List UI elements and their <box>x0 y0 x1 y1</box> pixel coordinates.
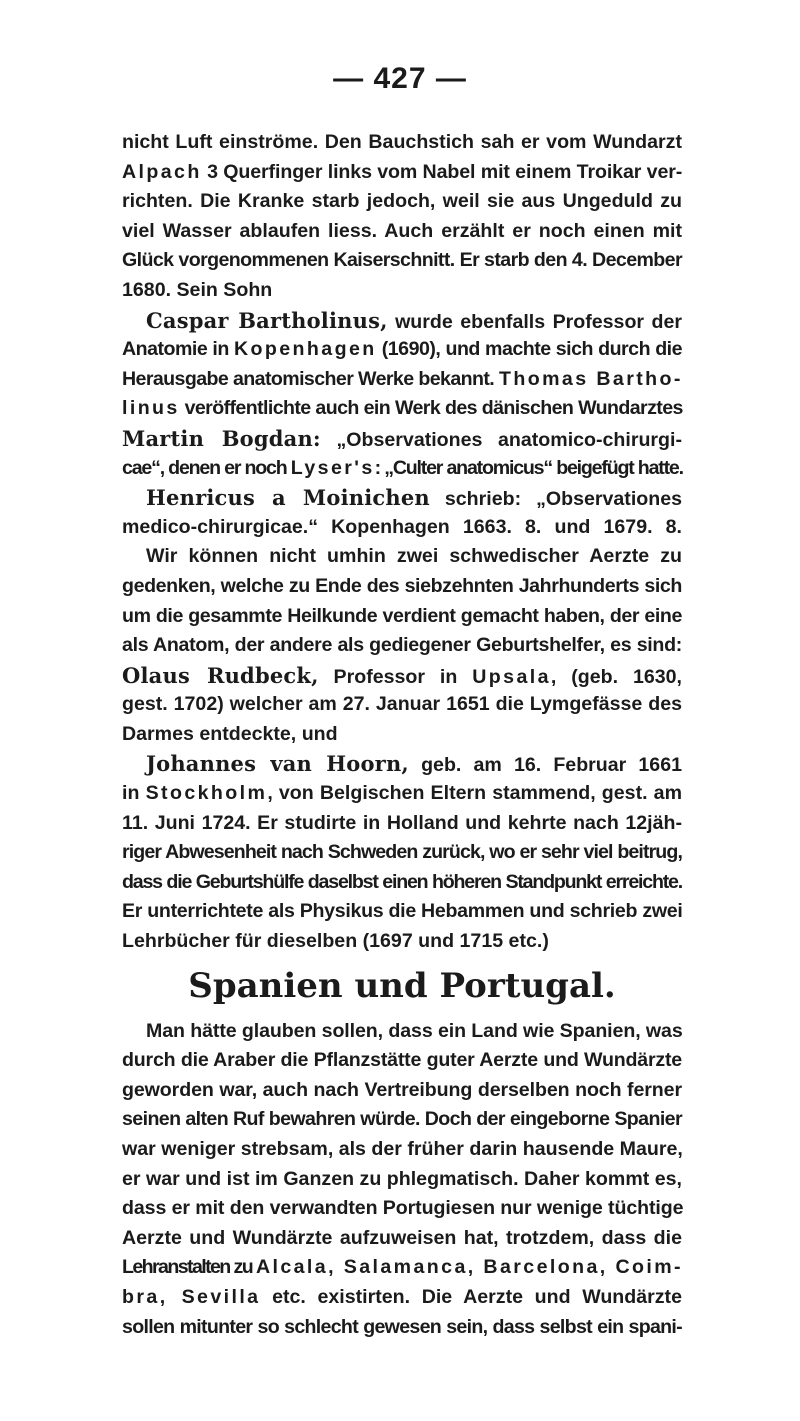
text-line <box>122 661 682 691</box>
line-text: Lehranstalten zu <box>122 1256 256 1279</box>
text-line <box>122 572 682 602</box>
place-name: Stockholm <box>145 782 268 805</box>
text-line <box>122 542 682 572</box>
person-heading: Johannes van Hoorn, <box>146 751 409 777</box>
text-line <box>122 1076 682 1106</box>
text-line <box>122 779 682 809</box>
section-heading: Spanien und Portugal. <box>188 965 616 1006</box>
line-text: 11. Juni 1724. Er studirte in Holland und kehrte nach 12jäh- <box>122 811 682 834</box>
text-line <box>122 1194 682 1224</box>
place-name: bra, Sevilla <box>122 1285 261 1308</box>
line-text: geb. am 16. Februar 1661 <box>408 754 683 777</box>
text-line <box>122 690 682 720</box>
text-line <box>122 365 682 395</box>
text-line <box>122 454 682 484</box>
text-line <box>122 394 682 424</box>
person-name: Lyser's <box>290 456 375 479</box>
line-text: Professor in <box>318 665 473 688</box>
text-line <box>122 897 682 927</box>
line-text: cae“, denen er noch <box>122 456 291 479</box>
text-line <box>122 158 682 188</box>
line-text: , von Belgischen Eltern stammend, gest. am <box>267 782 682 805</box>
person-name: Thomas Bartho- <box>498 367 683 390</box>
line-text: Er unterrichtete als Physikus die Hebammen und schrieb zwei <box>122 900 683 923</box>
line-text: war weniger strebsam, als der früher darin hausende Maure, <box>122 1138 683 1160</box>
line-text: um die gesammte Heilkunde verdient gemacht haben, der eine <box>122 604 682 627</box>
line-text: Lehrbücher für dieselben (1697 und 1715 etc.) <box>122 930 549 953</box>
text-line <box>122 1046 682 1076</box>
line-text: wurde ebenfalls Professor der <box>387 310 682 333</box>
person-heading: Martin Bogdan: <box>122 425 321 451</box>
line-text: schrieb: „Observationes <box>429 488 682 511</box>
text-line <box>122 1224 682 1254</box>
line-text: , (geb. 1630, <box>550 665 682 688</box>
text-line <box>122 335 682 365</box>
line-text: sollen mitunter so schlecht gewesen sein, dass selbst ein spani- <box>122 1315 682 1338</box>
line-text: : „Culter anatomicus“ beigefügt hatte. <box>374 456 683 479</box>
text-line <box>122 927 682 957</box>
person-name: linus <box>122 397 180 420</box>
person-heading: Henricus a Moinichen <box>146 485 430 511</box>
line-text: dass er mit den verwandten Portugiesen nur wenige tüchtige <box>122 1197 684 1220</box>
line-text: er war und ist im Ganzen zu phlegmatisch. Daher kommt es, <box>122 1167 682 1190</box>
text-line <box>122 720 682 750</box>
text-line <box>122 1105 682 1135</box>
line-text: Aerzte und Wundärzte aufzuweisen hat, trotzdem, dass die <box>122 1226 682 1249</box>
line-text: geworden war, auch nach Vertreibung derselben noch ferner <box>122 1078 682 1101</box>
line-text: gedenken, welche zu Ende des siebzehnten Jahrhunderts sich <box>122 574 682 597</box>
line-text: 3 Querfinger links vom Nabel mit einem Troikar ver- <box>201 160 683 183</box>
text-line <box>122 276 682 306</box>
text-line <box>122 246 682 276</box>
text-line <box>122 1283 682 1313</box>
text-line <box>122 513 682 543</box>
text-line <box>122 128 682 158</box>
place-name: Upsala <box>472 665 551 688</box>
line-text: gest. 1702) welcher am 27. Januar 1651 die Lymgefässe des <box>122 693 682 716</box>
body-text <box>122 128 682 1342</box>
text-line <box>122 602 682 632</box>
page-number: — 427 — <box>333 62 467 95</box>
text-line <box>122 809 682 839</box>
text-line <box>122 631 682 661</box>
text-line <box>122 1313 682 1343</box>
line-text: Anatomie in <box>122 338 234 361</box>
text-line <box>122 1135 682 1165</box>
line-text: als Anatom, der andere als gediegener Geburtshelfer, es sind: <box>122 634 682 657</box>
line-text: Darmes entdeckte, und <box>122 722 338 745</box>
line-text: seinen alten Ruf bewahren würde. Doch der eingeborne Spanier <box>122 1108 682 1131</box>
line-text: veröffentlichte auch ein Werk des dänischen Wundarztes <box>179 397 683 420</box>
person-name: Alpach <box>122 160 202 183</box>
line-text: viel Wasser ablaufen liess. Auch erzählt er noch einen mit <box>122 219 682 242</box>
line-text: richten. Die Kranke starb jedoch, weil sie aus Ungeduld zu <box>122 190 682 213</box>
line-text: Wir können nicht umhin zwei schwedischer Aerzte zu <box>146 545 682 568</box>
text-line <box>122 187 682 217</box>
text-line <box>122 868 682 898</box>
text-line <box>122 306 682 336</box>
line-text: in <box>122 782 146 805</box>
place-name: Alcala, Salamanca, Barcelona, Coim- <box>255 1256 683 1279</box>
line-text: „Observationes anatomico-chirurgi- <box>320 428 682 451</box>
text-line <box>122 1017 682 1047</box>
line-text: medico-chirurgicae.“ Kopenhagen 1663. 8. und 1679. 8. <box>122 515 682 538</box>
line-text: dass die Geburtshülfe daselbst einen höheren Standpunkt erreichte. <box>122 870 682 893</box>
text-line <box>122 483 682 513</box>
text-line <box>122 1253 682 1283</box>
text-line <box>122 217 682 247</box>
line-text: etc. existirten. Die Aerzte und Wundärzte <box>260 1285 682 1308</box>
text-line <box>122 1165 682 1195</box>
line-text: 1680. Sein Sohn <box>122 278 273 301</box>
line-text: Glück vorgenommenen Kaiserschnitt. Er starb den 4. December <box>122 249 682 272</box>
person-heading: Olaus Rudbeck, <box>122 662 319 688</box>
line-text: riger Abwesenheit nach Schweden zurück, wo er sehr viel beitrug, <box>122 841 682 864</box>
text-line <box>122 749 682 779</box>
line-text: nicht Luft einströme. Den Bauchstich sah er vom Wundarzt <box>122 131 682 153</box>
place-name: Kopenhagen <box>233 338 377 361</box>
text-line <box>122 424 682 454</box>
person-heading: Caspar Bartholinus, <box>146 307 388 333</box>
line-text: Man hätte glauben sollen, dass ein Land wie Spanien, was <box>146 1019 683 1042</box>
text-line <box>122 838 682 868</box>
line-text: (1690), und machte sich durch die <box>376 338 682 361</box>
line-text: durch die Araber die Pflanzstätte guter Aerzte und Wundärzte <box>122 1049 682 1072</box>
line-text: Herausgabe anatomischer Werke bekannt. <box>122 367 499 390</box>
